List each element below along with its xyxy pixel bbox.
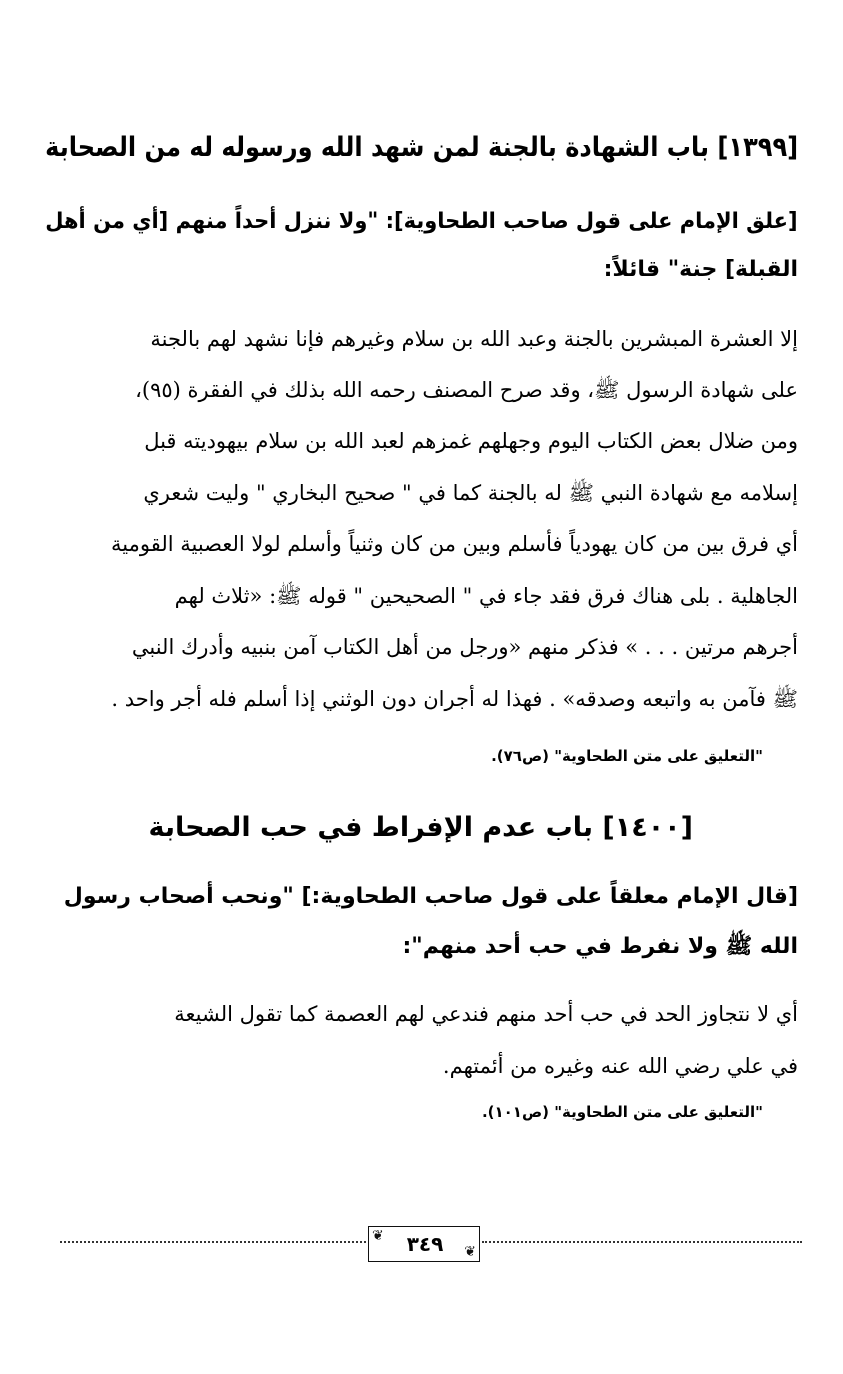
corner-ornament-icon: ❦ — [372, 1228, 384, 1244]
section-1400-body-line: أي لا نتجاوز الحد في حب أحد منهم فندعي لهم العصمة كما تقول الشيعة — [174, 1002, 798, 1026]
page-number-frame — [368, 1226, 480, 1262]
section-1400-intro-line-1: [قال الإمام معلقاً على قول صاحب الطحاوية:] "ونحب أصحاب رسول — [63, 884, 798, 909]
section-1399-body-line: الجاهلية . بلى هناك فرق فقد جاء في " الصحيحين " قوله ﷺ: «ثلاث لهم — [174, 584, 798, 608]
section-1399-body-line: أي فرق بين من كان يهودياً فأسلم وبين من كان وثنياً وأسلم لولا العصبية القومية — [111, 532, 798, 556]
footer-divider-right — [482, 1241, 802, 1243]
footer-divider-left — [60, 1241, 366, 1243]
section-1399-intro-line-1: [علق الإمام على قول صاحب الطحاوية]: "ولا ننزل أحداً منهم [أي من أهل — [45, 209, 798, 234]
section-1399-intro-line-2: القبلة] جنة" قائلاً: — [603, 257, 798, 282]
section-1399-body-line: أجرهم مرتين . . . » فذكر منهم «ورجل من أهل الكتاب آمن بنبيه وأدرك النبي — [131, 635, 798, 659]
section-1399-body-line: ﷺ فآمن به واتبعه وصدقه» . فهذا له أجران دون الوثني إذا أسلم فله أجر واحد . — [111, 687, 798, 711]
section-1399-body-line: على شهادة الرسول ﷺ، وقد صرح المصنف رحمه الله بذلك في الفقرة (٩٥)، — [135, 378, 798, 402]
section-1399-source-citation: "التعليق على متن الطحاوية" (ص٧٦). — [491, 747, 763, 765]
section-1400-intro-line-2: الله ﷺ ولا نفرط في حب أحد منهم": — [402, 934, 798, 959]
page-number: ٣٤٩ — [406, 1232, 444, 1256]
section-1400-source-citation: "التعليق على متن الطحاوية" (ص١٠١). — [481, 1103, 763, 1121]
section-1400-heading: [١٤٠٠] باب عدم الإفراط في حب الصحابة — [148, 812, 693, 843]
section-1399-body-line: ومن ضلال بعض الكتاب اليوم وجهلهم غمزهم لعبد الله بن سلام بيهوديته قبل — [144, 429, 798, 453]
section-1399-body-line: إسلامه مع شهادة النبي ﷺ له بالجنة كما في " صحيح البخاري " وليت شعري — [143, 481, 798, 505]
corner-ornament-icon: ❦ — [464, 1244, 476, 1260]
section-1399-body-line: إلا العشرة المبشرين بالجنة وعبد الله بن سلام وغيرهم فإنا نشهد لهم بالجنة — [150, 327, 798, 351]
section-1399-heading: [١٣٩٩] باب الشهادة بالجنة لمن شهد الله ورسوله له من الصحابة — [44, 132, 798, 163]
section-1400-body-line: في علي رضي الله عنه وغيره من أئمتهم. — [442, 1054, 798, 1078]
